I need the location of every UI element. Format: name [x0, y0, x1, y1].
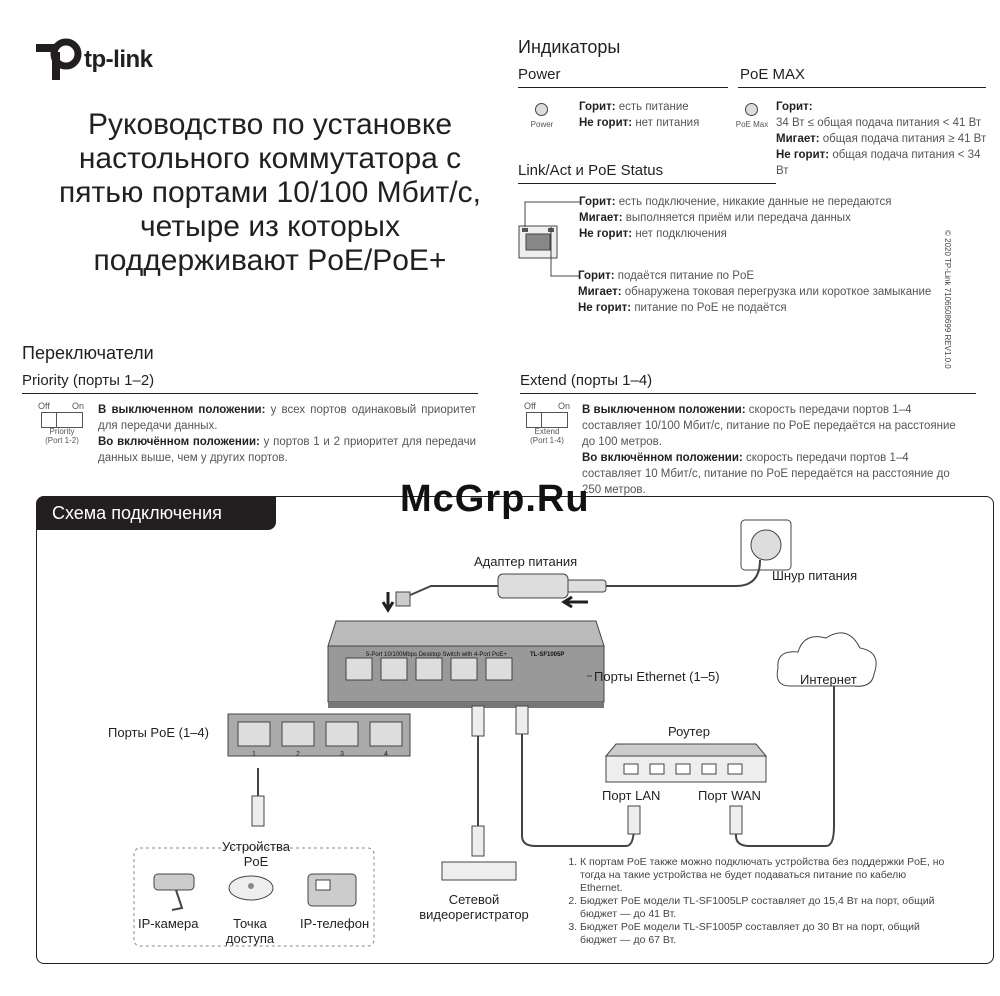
arrow-down-icon	[383, 592, 393, 610]
power-adapter-icon	[498, 574, 568, 598]
divider	[518, 183, 776, 184]
diagram-notes	[566, 856, 946, 947]
ip-phone-icon	[308, 874, 356, 906]
router-icon	[606, 744, 766, 782]
link-heading: Link/Act и PoE Status	[518, 162, 664, 179]
rj45-plug-icon	[472, 706, 484, 736]
poe-max-led-label: PoE Max	[735, 120, 769, 129]
poe-devices-label: Устройства PoE	[221, 839, 290, 869]
rj45-plug-icon	[628, 806, 640, 834]
access-point-icon	[229, 876, 273, 900]
extend-caption: Extend (Port 1-4)	[530, 427, 564, 445]
diagram-heading: Схема подключения	[36, 496, 276, 530]
priority-caption: Priority (Port 1-2)	[45, 427, 79, 445]
indicators-heading: Индикаторы	[518, 37, 621, 57]
priority-description: В выключенном положении: у всех портов одинаковый приоритет для передачи данных. Во включённом положении: у портов 1 и 2 приоритет для передачи данных выше, чем у других портов.	[98, 404, 476, 464]
priority-toggle-icon	[41, 412, 83, 428]
rj45-plug-icon	[472, 826, 484, 856]
wan-port-label: Порт WAN	[698, 788, 761, 803]
power-led-icon	[535, 103, 548, 116]
arrow-left-icon	[564, 597, 588, 607]
extend-on-label: On	[558, 401, 571, 411]
note-item: 1. К портам PoE также можно подключать устройства без поддержки PoE, но тогда на такие устройства не будет подаваться питание по кабелю Ethernet.	[580, 856, 946, 895]
brand-name: tp-link	[84, 46, 153, 73]
cord-label: Шнур питания	[772, 568, 858, 583]
router-label: Роутер	[668, 724, 710, 739]
priority-off-label: Off	[38, 401, 50, 411]
page-title	[40, 108, 500, 278]
priority-heading: Priority (порты 1–2)	[22, 372, 155, 389]
ethernet-ports-label: Порты Ethernet (1–5)	[594, 669, 720, 684]
divider	[518, 87, 728, 88]
nvr-label: Сетевой видеорегистратор	[419, 892, 529, 922]
adapter-label: Адаптер питания	[474, 554, 578, 569]
port-number: 3	[340, 751, 344, 758]
extend-toggle-icon	[526, 412, 568, 428]
title-line: настольного коммутатора с	[78, 142, 462, 175]
dc-plug-icon	[396, 592, 410, 606]
poe-ports-label: Порты PoE (1–4)	[108, 725, 209, 740]
poe-max-states: Горит: 34 Вт ≤ общая подача питания < 41 Вт Мигает: общая подача питания ≥ 41 Вт Не горит: общая подача питания < 34 Вт	[776, 101, 987, 177]
power-cord	[606, 560, 760, 586]
power-outlet-icon	[741, 520, 791, 570]
divider	[520, 393, 976, 394]
internet-label: Интернет	[800, 672, 857, 687]
rj45-plug-icon	[730, 806, 742, 834]
title-line: четыре из которых	[140, 210, 400, 243]
ip-camera-icon	[154, 874, 194, 910]
link-states: Горит: есть подключение, никакие данные не передаются Мигает: выполняется приём или передача данных Не горит: нет подключения	[579, 196, 892, 240]
extend-description: В выключенном положении: скорость передачи портов 1–4 составляет 10/100 Мбит/с, питание по PoE передаётся на расстояние до 100 метров. Во включённом положении: скорость передачи портов 1–4 составляет 10 Мбит/с, питание по PoE передаётся на расстояние до 250 метров.	[582, 404, 956, 496]
rj45-plug-icon	[516, 706, 528, 734]
lan-port-label: Порт LAN	[602, 788, 661, 803]
switch-model-label: TL-SF1005P	[530, 652, 565, 658]
power-heading: Power	[518, 66, 561, 83]
port-number: 4	[384, 751, 388, 758]
title-line: поддерживают PoE/PoE+	[93, 244, 447, 277]
rj45-port-icon	[516, 196, 586, 286]
priority-on-label: On	[72, 401, 85, 411]
switches-heading: Переключатели	[22, 343, 154, 363]
power-states: Горит: есть питание Не горит: нет питания	[579, 101, 700, 129]
ip-phone-label: IP-телефон	[300, 916, 370, 931]
divider	[22, 393, 478, 394]
extend-off-label: Off	[524, 401, 536, 411]
note-item: 3. Бюджет PoE модели TL-SF1005P составляет до 30 Вт на порт, общий бюджет — до 67 Вт.	[580, 921, 946, 947]
watermark: McGrp.Ru	[400, 478, 590, 520]
port-number: 1	[252, 751, 256, 758]
cord-plug-icon	[566, 580, 606, 592]
ip-camera-label: IP-камера	[138, 916, 199, 931]
switch-device-icon	[328, 621, 604, 708]
rj45-plug-icon	[252, 796, 264, 826]
poe-status-states: Горит: подаётся питание по PoE Мигает: обнаружена токовая перегрузка или короткое замыкание Не горит: питание по PoE не подаётся	[578, 270, 932, 314]
nvr-icon	[442, 862, 516, 880]
poe-max-heading: PoE MAX	[740, 66, 806, 83]
power-led-label: Power	[530, 120, 554, 129]
poe-max-led-icon	[745, 103, 758, 116]
title-line: пятью портами 10/100 Мбит/с,	[59, 176, 481, 209]
extend-heading: Extend (порты 1–4)	[520, 372, 653, 389]
port-number: 2	[296, 751, 300, 758]
copyright-text: © 2020 TP-Link 7106508699 REV1.0.0	[943, 230, 952, 369]
note-item: 2. Бюджет PoE модели TL-SF1005LP составляет до 15,4 Вт на порт, общий бюджет — до 41 Вт.	[580, 895, 946, 921]
adapter-cable	[408, 586, 498, 596]
access-point-label: Точка доступа	[225, 916, 275, 946]
divider	[738, 87, 986, 88]
switch-desc-label: 5-Port 10/100Mbps Desktop Switch with 4-Port PoE+	[366, 652, 507, 658]
title-line: Руководство по установке	[88, 108, 452, 141]
